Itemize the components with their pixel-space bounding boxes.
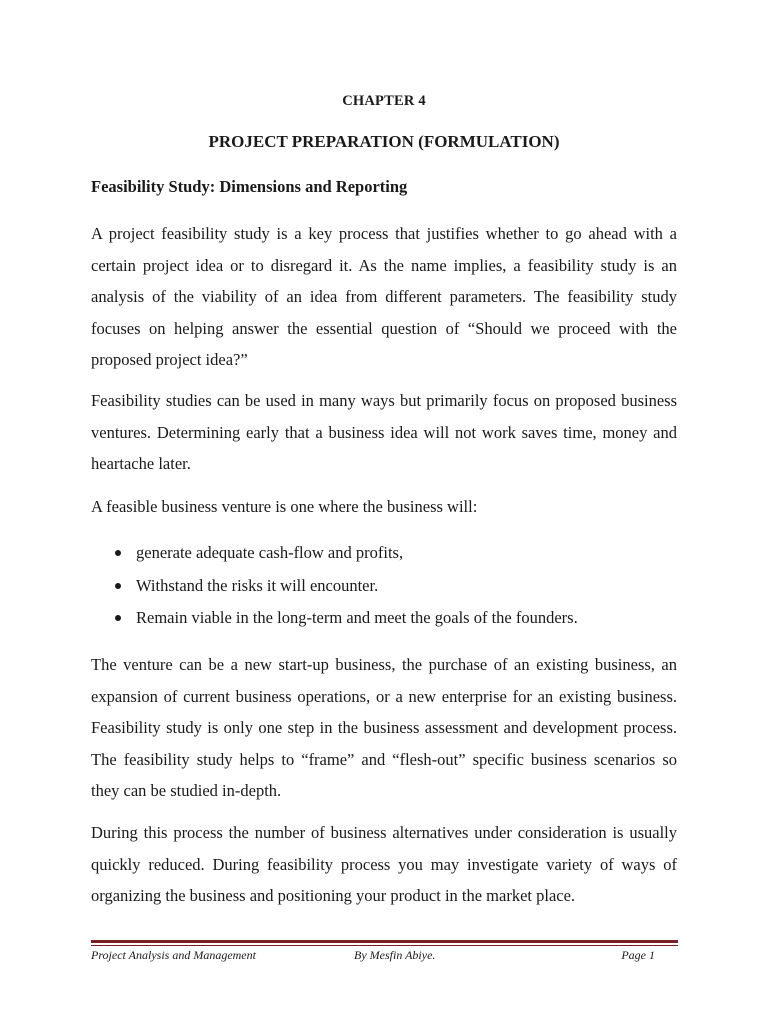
bullet-list (91, 537, 677, 635)
footer-course-title: Project Analysis and Management (91, 948, 256, 962)
paragraph-intro: A project feasibility study is a key process that justifies whether to go ahead with a certain project idea or to disregard it. As the name implies, a feasibility study is an analysis of the viability of an idea from different parameters. The feasibility study focuses on helping answer the essential question of “Should we proceed with the proposed project idea?” (91, 224, 677, 369)
list-item-text: Remain viable in the long-term and meet the goals of the founders. (136, 608, 578, 627)
footer-page-number: Page 1 (621, 948, 655, 962)
paragraph-venture-types: The venture can be a new start-up business, the purchase of an existing business, an expansion of current business operations, or a new enterprise for an existing business. Feasibility study is only one step in the business assessment and development process. The feasibility study helps to “frame” and “flesh-out” specific business scenarios so they can be studied in-depth. (91, 655, 677, 800)
bullet-icon (115, 550, 121, 556)
list-item (91, 537, 677, 570)
list-item-text: generate adequate cash-flow and profits, (136, 543, 404, 562)
footer-divider-thick (91, 940, 678, 943)
bullet-icon (115, 583, 121, 589)
bullet-icon (115, 615, 121, 621)
footer-author: By Mesfin Abiye. (354, 948, 436, 962)
chapter-title: PROJECT PREPARATION (FORMULATION) (208, 132, 560, 151)
footer-divider-thin (91, 945, 678, 946)
paragraph-feasible-venture: A feasible business venture is one where the business will: (91, 497, 478, 516)
chapter-label: CHAPTER 4 (342, 93, 426, 109)
section-heading: Feasibility Study: Dimensions and Reporting (91, 177, 408, 196)
paragraph-uses: Feasibility studies can be used in many ways but primarily focus on proposed business ventures. Determining early that a business idea will not work saves time, money and heartache later. (91, 391, 677, 473)
list-item-text: Withstand the risks it will encounter. (136, 575, 379, 595)
paragraph-process: During this process the number of business alternatives under consideration is usually quickly reduced. During feasibility process you may investigate variety of ways of organizing the business and positioning your product in the market place. (91, 823, 677, 905)
list-item (91, 602, 677, 635)
list-item (91, 570, 677, 603)
